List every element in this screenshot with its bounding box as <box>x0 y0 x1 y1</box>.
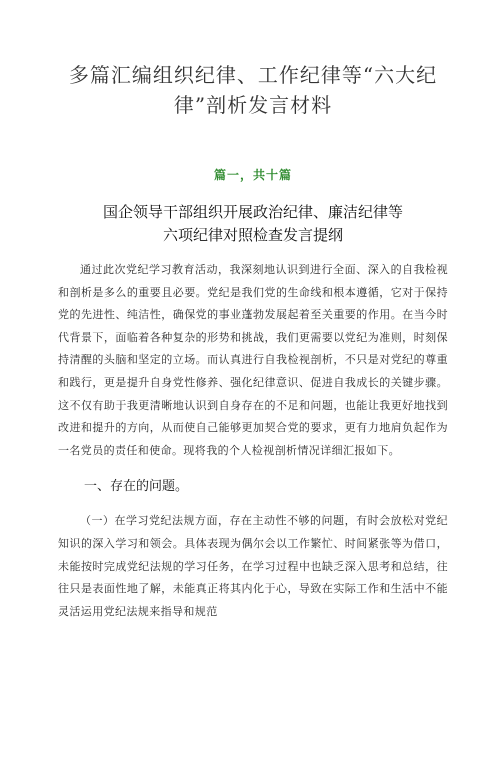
section-heading-problems: 一、存在的问题。 <box>84 479 189 495</box>
document-title <box>58 60 448 120</box>
article-subtitle <box>58 201 448 247</box>
intro-paragraph: 通过此次党纪学习教育活动，我深刻地认识到进行全面、深入的自我检视和剖析是多么的重要且必要。党纪是我们党的生命线和根本遵循，它对于保持党的先进性、纯洁性，确保党的事业蓬勃发展起着至关重要的作用。在当今时代背景下，面临着各种复杂的形势和挑战，我们更需要以党纪为准则，时刻保持清醒的头脑和坚定的立场。而认真进行自我检视剖析，不只是对党纪的尊重和践行，更是提升自身党性修养、强化纪律意识、促进自我成长的关键步骤。这不仅有助于我更清晰地认识到自身存在的不足和问题，也能让我更好地找到改进和提升的方向，从而使自己能够更加契合党的要求，更有力地肩负起作为一名党员的责任和使命。现将我的个人检视剖析情况详细汇报如下。 <box>58 263 448 457</box>
section-label: 篇一，共十篇 <box>213 168 292 182</box>
document-page <box>0 60 500 767</box>
subtitle-line-1: 国企领导干部组织开展政治纪律、廉洁纪律等 <box>102 203 403 221</box>
title-line-1: 多篇汇编组织纪律、工作纪律等“六大纪 <box>68 63 438 87</box>
problem-paragraph-1: （一）在学习党纪法规方面，存在主动性不够的问题，有时会放松对党纪知识的深入学习和领会。具体表现为偶尔会以工作繁忙、时间紧张等为借口，未能按时完成党纪法规的学习任务，在学习过程中也缺乏深入思考和总结，往往只是表面性地了解，未能真正将其内化于心，导致在实际工作和生活中不能灵活运用党纪法规来指导和规范 <box>58 514 448 618</box>
title-line-2: 律”剖析发言材料 <box>173 93 333 117</box>
subtitle-line-2: 六项纪律对照检查发言提纲 <box>162 226 343 244</box>
